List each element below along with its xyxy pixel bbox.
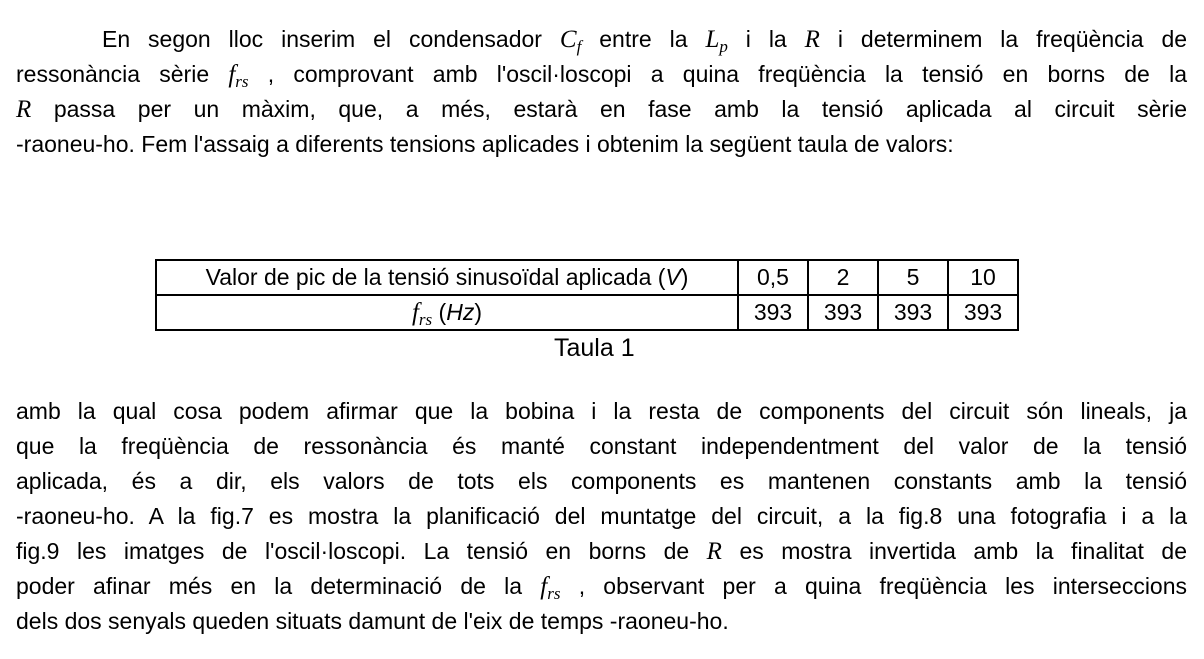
frequency-cell: 393 [808, 295, 878, 330]
frequency-cell: 393 [948, 295, 1018, 330]
frequency-cell: 393 [878, 295, 948, 330]
paragraph-2-line-6: poder afinar més en la determinació de la $f_{rs}$ , observant per a quina freqüència les interseccions [16, 573, 1188, 603]
paragraph-1-line-3: R passa per un màxim, que, a més, estarà en fase amb la tensió aplicada al circuit sèrie [16, 96, 1187, 123]
frs-symbol: $f_{rs}$ [228, 61, 249, 91]
table-caption: Taula 1 [554, 334, 635, 362]
lp-symbol: $L_p$ [705, 26, 728, 56]
frequency-row-header: $f_{rs}$ (Hz) [156, 295, 738, 330]
voltage-cell: 2 [808, 260, 878, 295]
frs-symbol: $f_{rs}$ [540, 573, 561, 603]
paragraph-1 [16, 22, 1187, 162]
frequency-cell: 393 [738, 295, 808, 330]
r-symbol: R [804, 26, 820, 53]
cf-symbol: $C_f$ [559, 26, 582, 56]
paragraph-1-line-4: -raoneu-ho. Fem l'assaig a diferents tensions aplicades i obtenim la següent taula de valors: [16, 131, 954, 157]
frs-symbol: $f_{rs}$ [411, 299, 433, 329]
paragraph-2-line-2: que la freqüència de ressonància és manté constant independentment del valor de la tensió [16, 433, 1187, 459]
voltage-cell: 10 [948, 260, 1018, 295]
table-row-voltage [156, 260, 1018, 295]
voltage-cell: 0,5 [738, 260, 808, 295]
paragraph-2-line-3: aplicada, és a dir, els valors de tots els components es mantenen constants amb la tensió [16, 468, 1187, 494]
values-table [155, 259, 1019, 331]
paragraph-2-line-4: -raoneu-ho. A la fig.7 es mostra la planificació del muntatge del circuit, a la fig.8 una fotografia i a la [16, 503, 1187, 529]
table-row-frequency [156, 295, 1018, 330]
r-symbol: R [16, 96, 32, 123]
r-symbol: R [706, 538, 722, 565]
voltage-row-header: Valor de pic de la tensió sinusoïdal aplicada (V) [156, 260, 738, 295]
paragraph-1-line-2: ressonància sèrie $f_{rs}$ , comprovant amb l'oscil·loscopi a quina freqüència la tensió en borns de la [16, 61, 1187, 91]
paragraph-1-line-1: En segon lloc inserim el condensador $C_f$ entre la $L_p$ i la R i determinem la freqüència de [102, 26, 1188, 56]
paragraph-2 [16, 394, 1187, 639]
voltage-cell: 5 [878, 260, 948, 295]
paragraph-2-line-5: fig.9 les imatges de l'oscil·loscopi. La tensió en borns de R es mostra invertida amb la finalitat de [16, 538, 1187, 565]
paragraph-2-line-1: amb la qual cosa podem afirmar que la bobina i la resta de components del circuit són lineals, ja [16, 398, 1187, 424]
paragraph-2-line-7: dels dos senyals queden situats damunt de l'eix de temps -raoneu-ho. [16, 608, 729, 634]
